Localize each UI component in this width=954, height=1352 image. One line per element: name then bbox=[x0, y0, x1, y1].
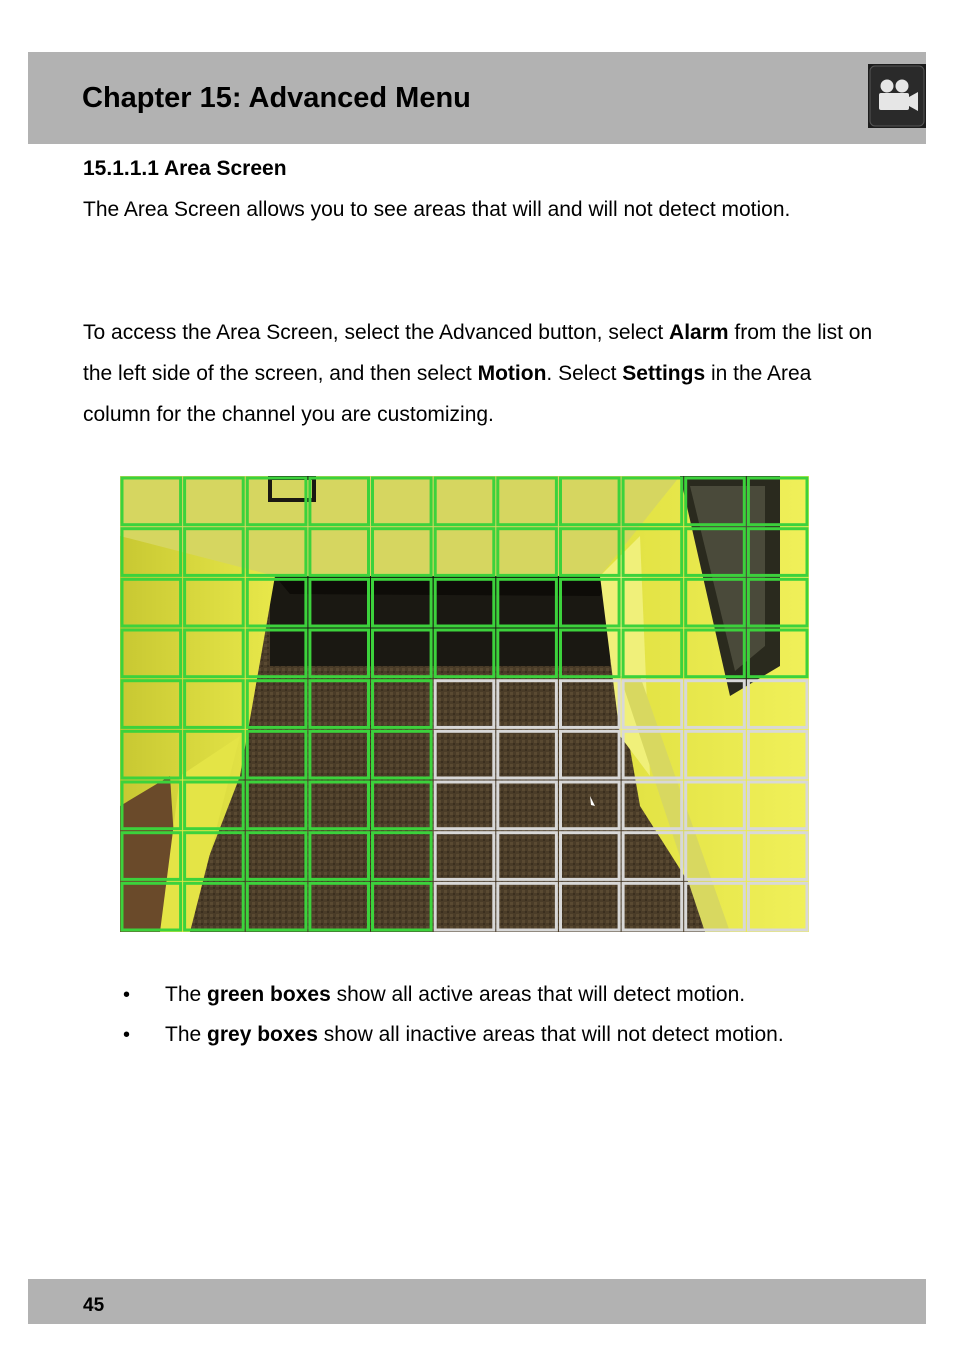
access-text: . Select bbox=[546, 362, 623, 385]
page-number: 45 bbox=[83, 1295, 105, 1316]
area-screen-screenshot bbox=[120, 476, 809, 932]
access-text: To access the Area Screen, select the Advanced button, select bbox=[83, 321, 670, 344]
section-heading: 15.1.1.1 Area Screen bbox=[83, 157, 287, 180]
motion-term: Motion bbox=[477, 362, 547, 385]
alarm-term: Alarm bbox=[669, 321, 729, 344]
grey-boxes-term: grey boxes bbox=[207, 1023, 318, 1046]
settings-term: Settings bbox=[622, 362, 706, 385]
chapter-title: Chapter 15: Advanced Menu bbox=[82, 82, 471, 114]
bullet-text: The bbox=[165, 1023, 208, 1046]
list-item bbox=[120, 975, 900, 1015]
access-instructions bbox=[83, 312, 883, 435]
camera-view-image bbox=[120, 476, 809, 932]
green-boxes-term: green boxes bbox=[207, 983, 331, 1006]
bullet-text: The bbox=[165, 983, 208, 1006]
list-item bbox=[120, 1015, 900, 1055]
access-text: from the list on the left side of the screen, and then select bbox=[83, 321, 873, 385]
bullet-text: show all inactive areas that will not detect motion. bbox=[317, 1023, 784, 1046]
footer-bar bbox=[28, 1279, 926, 1324]
intro-paragraph: The Area Screen allows you to see areas that will and will not detect motion. bbox=[83, 198, 791, 221]
access-text: in the Area column for the channel you are customizing. bbox=[83, 362, 812, 426]
video-camera-icon bbox=[868, 64, 926, 128]
legend-list bbox=[120, 975, 900, 1055]
bullet-icon: • bbox=[123, 984, 131, 1006]
bullet-icon: • bbox=[123, 1024, 131, 1046]
bullet-text: show all active areas that will detect motion. bbox=[330, 983, 746, 1006]
